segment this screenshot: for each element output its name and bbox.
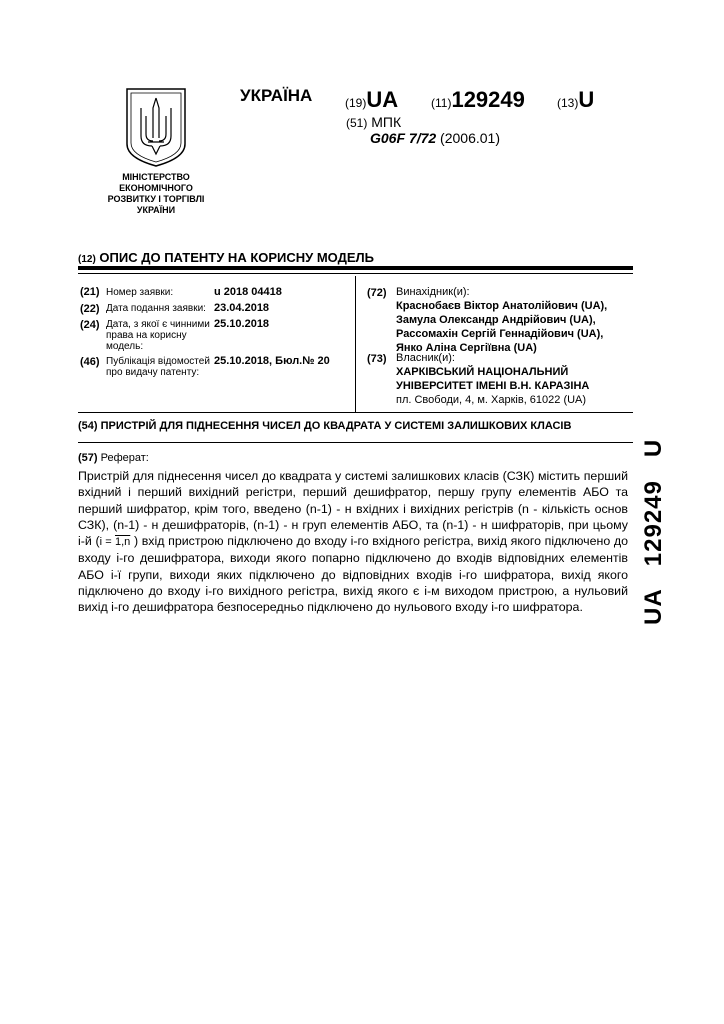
inventor-name: Замула Олександр Андрійович (UA),: [396, 314, 596, 326]
inventor-name: Рассомахін Сергій Геннадійович (UA),: [396, 328, 604, 340]
abstract-text: [78, 468, 628, 616]
inid-code: (54): [78, 420, 98, 432]
filing-date: 23.04.2018: [214, 302, 270, 314]
biblio-label: Публікація відомостей про видачу патенту:: [106, 356, 210, 378]
abstract-heading: [78, 452, 149, 464]
biblio-label: Дата подання заявки:: [106, 303, 206, 314]
formula: i =: [99, 536, 115, 549]
inid-code: (24): [80, 319, 100, 331]
rights-date: 25.10.2018: [214, 318, 270, 330]
divider: [78, 442, 633, 443]
coat-of-arms-emblem: [124, 86, 188, 168]
invention-title: [78, 420, 571, 432]
inid-code: (13): [557, 96, 579, 110]
abstract-part: Пристрій для піднесення чисел до квадрата у системі залишкових класів (СЗК) містить перший вхідний і перший вихідний регістри, перший дешифратор, першу групу елементів АБО та перший шифратор, крім того, введено (n-1) - н вхідних і вихідних регістрів (n - кількість основ СЗК), (n-1) - н дешифраторів, (n-1) - н груп елементів АБО, та (n-1) - н шифраторів, при цьому i-й (: [78, 469, 628, 549]
owner-name: ХАРКІВСЬКИЙ НАЦІОНАЛЬНИЙ: [396, 366, 569, 378]
ipc-label-text: МПК: [371, 114, 402, 130]
inid-code: (21): [80, 286, 100, 298]
country-code: [345, 87, 398, 113]
ipc-class: G06F 7/72: [370, 130, 437, 146]
abstract-label: Реферат:: [100, 452, 149, 464]
inventor-name: Янко Аліна Сергіївна (UA): [396, 342, 537, 354]
inventor-name: Краснобаєв Віктор Анатолійович (UA),: [396, 300, 608, 312]
biblio-label: Дата, з якої є чинними права на корисну модель:: [106, 319, 210, 352]
country-name: УКРАЇНА: [240, 86, 313, 105]
ipc-label: [346, 114, 401, 130]
inid-code: (46): [80, 356, 100, 368]
side-patent-label: UA 129249 U: [640, 438, 667, 625]
document-title: [78, 250, 374, 265]
publication-date: 25.10.2018, Бюл.№ 20: [214, 355, 330, 367]
owner: [396, 351, 589, 407]
abstract-part: ) вхід пристрою підключено до входу i-го вхідного регістра, вихід якого підключено до входу i-го дешифратора, виходи якого попарно підключено до входів відповідних елементів АБО i-ї групи, виходи яких підключено до відповідних входів i-го шифратора, вихід якого підключено до входу i-го вихідного регістра, вихід якого є i-м виходом пристрою, а нульовий вихід i-го дешифратора безпосередньо підключено до нульового входу i-го шифратора.: [78, 534, 628, 615]
inid-code: (73): [367, 353, 387, 365]
inventors-label: Винахідник(и):: [396, 286, 470, 298]
inid-code: (57): [78, 452, 98, 464]
patent-number-value: 129249: [451, 87, 525, 112]
inid-code: (19): [345, 96, 367, 110]
divider: [78, 412, 633, 413]
column-divider: [355, 276, 356, 412]
ministry-line: ЕКОНОМІЧНОГО: [119, 183, 193, 193]
inid-code: (11): [431, 96, 452, 110]
patent-number: [431, 87, 525, 113]
biblio-label: Номер заявки:: [106, 287, 174, 298]
kind-code-value: U: [578, 87, 595, 112]
inid-code: (72): [367, 287, 387, 299]
document-title-text: ОПИС ДО ПАТЕНТУ НА КОРИСНУ МОДЕЛЬ: [99, 250, 375, 265]
inventors: [396, 285, 607, 355]
ipc-classification: [370, 130, 500, 146]
kind-code: [557, 87, 594, 113]
divider: [78, 266, 633, 270]
divider: [78, 273, 633, 274]
biblio-row-21: [80, 287, 100, 298]
ministry-name: [95, 172, 217, 216]
inid-code: (51): [346, 116, 368, 130]
ministry-line: РОЗВИТКУ І ТОРГІВЛІ: [107, 194, 205, 204]
inid-code: (22): [80, 303, 100, 315]
owner-address: пл. Свободи, 4, м. Харків, 61022 (UA): [396, 394, 587, 406]
inid-code: (12): [78, 254, 96, 265]
ministry-line: УКРАЇНИ: [136, 205, 176, 215]
owner-name: УНІВЕРСИТЕТ ІМЕНІ В.Н. КАРАЗІНА: [396, 380, 590, 392]
invention-title-text: ПРИСТРІЙ ДЛЯ ПІДНЕСЕННЯ ЧИСЕЛ ДО КВАДРАТА У СИСТЕМІ ЗАЛИШКОВИХ КЛАСІВ: [100, 420, 572, 432]
owner-label: Власник(и):: [396, 352, 455, 364]
ipc-version: (2006.01): [440, 130, 500, 146]
ministry-line: МІНІСТЕРСТВО: [122, 172, 190, 182]
application-number: u 2018 04418: [214, 286, 282, 298]
country-code-value: UA: [366, 87, 399, 112]
formula-range: 1,n: [114, 536, 131, 549]
